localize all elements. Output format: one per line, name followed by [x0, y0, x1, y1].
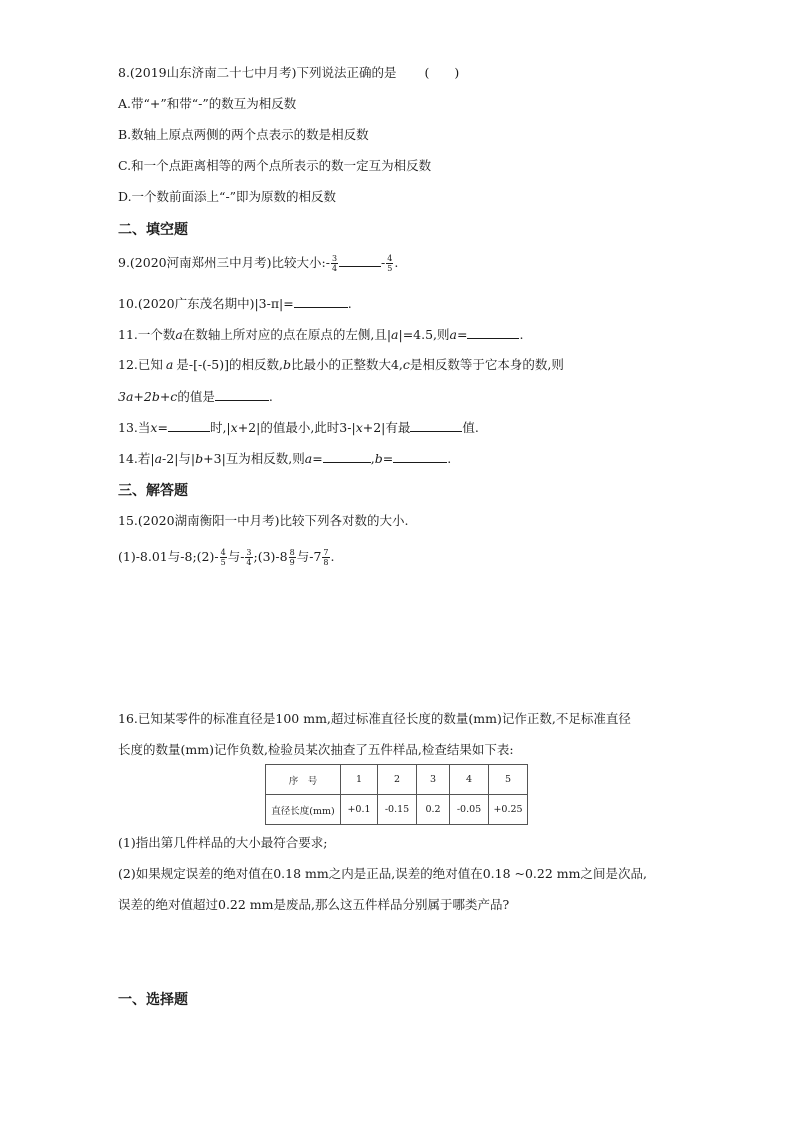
q13-var-x: x — [150, 420, 158, 435]
q15-part-1: (1)-8.01与-8;(2)- — [118, 549, 219, 564]
q13-mid1: 时,| — [209, 420, 231, 435]
q14-var-b-2: b — [374, 451, 383, 466]
q15-fraction-1 — [220, 548, 227, 567]
q15-f3-denominator: 9 — [289, 558, 295, 567]
q15-f2-denominator: 4 — [246, 558, 252, 567]
q9-fraction-2 — [386, 254, 393, 273]
q9-mid: - — [381, 255, 386, 270]
q15-fraction-3 — [289, 548, 296, 567]
q13-end: 值. — [462, 420, 479, 435]
q14-mid1: -2|与| — [162, 451, 196, 466]
q14-line — [118, 450, 451, 467]
table-header-cell: 5 — [489, 765, 528, 795]
q8-stem: 8.(2019山东济南二十七中月考)下列说法正确的是 — [118, 65, 397, 80]
q12-end2: . — [268, 389, 273, 404]
q13-var-x-2: x — [230, 420, 238, 435]
q12-var-b: b — [282, 357, 291, 372]
q12-var-a: a — [165, 357, 174, 372]
q15-part-4: 与-7 — [296, 549, 322, 564]
q14-var-a: a — [154, 451, 163, 466]
table-header-cell: 2 — [378, 765, 417, 795]
q13-mid2: +2|的值最小,此时3-| — [237, 420, 356, 435]
q16-subquestion-2-line-1: (2)如果规定误差的绝对值在0.18 mm之内是正品,误差的绝对值在0.18 ~0.22 mm之间是次品, — [118, 866, 647, 881]
q8-option-d: D.一个数前面添上“-”即为原数的相反数 — [118, 189, 337, 204]
q11-line — [118, 326, 523, 343]
q14-eq: = — [312, 451, 323, 466]
q15-part-2: 与- — [227, 549, 245, 564]
q16-subquestion-1: (1)指出第几件样品的大小最符合要求; — [118, 835, 328, 850]
table-cell: -0.15 — [378, 795, 417, 825]
q14-end: . — [447, 451, 452, 466]
q11-mid: 在数轴上所对应的点在原点的左侧,且| — [182, 327, 392, 342]
q12-end: 是相反数等于它本身的数,则 — [409, 357, 564, 372]
q10-answer-blank[interactable] — [294, 295, 348, 308]
q11-end: . — [519, 327, 524, 342]
q9-answer-blank[interactable] — [339, 254, 381, 267]
q14-answer-blank-b[interactable] — [393, 450, 447, 463]
q9-end: . — [394, 255, 399, 270]
q9-f1-numerator: 3 — [331, 254, 338, 263]
q9-f2-denominator: 5 — [387, 264, 393, 273]
table-cell: -0.05 — [450, 795, 489, 825]
q13-eq: = — [157, 420, 168, 435]
q8-option-b: B.数轴上原点两侧的两个点表示的数是相反数 — [118, 127, 369, 142]
table-cell: +0.1 — [341, 795, 378, 825]
q15-stem: 15.(2020湖南衡阳一中月考)比较下列各对数的大小. — [118, 513, 409, 528]
q14-mid2: +3|互为相反数,则 — [203, 451, 305, 466]
q15-f1-numerator: 4 — [220, 548, 226, 557]
q15-f1-denominator: 5 — [220, 558, 226, 567]
q11-answer-blank[interactable] — [467, 326, 519, 339]
q9-f1-denominator: 4 — [331, 264, 338, 273]
table-cell: 0.2 — [417, 795, 450, 825]
q8-option-a: A.带“+”和带“-”的数互为相反数 — [118, 96, 297, 111]
q15-parts — [118, 548, 334, 567]
table-header-cell: 4 — [450, 765, 489, 795]
q15-f4-denominator: 8 — [323, 558, 329, 567]
q15-f4-numerator: 7 — [323, 548, 329, 557]
section-title-multiple-choice: 一、选择题 — [118, 992, 188, 1008]
q15-f2-numerator: 3 — [246, 548, 252, 557]
section-title-fill-in: 二、填空题 — [118, 222, 188, 238]
q12-line-1 — [118, 357, 564, 373]
q12-line-2 — [118, 388, 273, 405]
q14-var-a-2: a — [304, 451, 313, 466]
table-cell: +0.25 — [489, 795, 528, 825]
q10-line — [118, 295, 352, 312]
q12-mid: 是-[-(-5)]的相反数, — [176, 357, 283, 372]
q15-f3-numerator: 8 — [289, 548, 295, 557]
q9-f2-numerator: 4 — [387, 254, 393, 263]
q16-line-2: 长度的数量(mm)记作负数,检验员某次抽查了五件样品,检查结果如下表: — [118, 742, 514, 757]
q11-var-a-2: a — [391, 327, 399, 342]
q13-answer-blank-1[interactable] — [168, 419, 210, 432]
q8-stem-line — [118, 65, 459, 81]
q10-end: . — [347, 296, 352, 311]
q12-prefix: 12.已知 — [118, 357, 163, 372]
q12-mid2: 比最小的正整数大4, — [290, 357, 403, 372]
q14-answer-blank-a[interactable] — [323, 450, 371, 463]
q16-results-table — [265, 764, 528, 825]
q13-var-x-3: x — [355, 420, 363, 435]
q8-answer-bracket: ( ) — [424, 65, 460, 80]
q9-fraction-1 — [331, 254, 338, 273]
q15-part-3: ;(3)-8 — [253, 549, 288, 564]
q11-var-a: a — [175, 327, 183, 342]
q15-fraction-2 — [245, 548, 252, 567]
q9-prefix: 9.(2020河南郑州三中月考)比较大小:- — [118, 255, 330, 270]
q11-eq: = — [456, 327, 468, 342]
q14-comma: , — [370, 451, 375, 466]
section-title-solutions: 三、解答题 — [118, 483, 188, 499]
q14-prefix: 14.若| — [118, 451, 155, 466]
q9-line — [118, 254, 398, 273]
q14-eq-2: = — [382, 451, 394, 466]
table-row — [266, 795, 528, 825]
q11-mid2: |=4.5,则 — [398, 327, 450, 342]
q16-line-1: 16.已知某零件的标准直径是100 mm,超过标准直径长度的数量(mm)记作正数,不足标准直径 — [118, 711, 631, 726]
q12-answer-blank[interactable] — [215, 388, 269, 401]
table-header-cell: 3 — [417, 765, 450, 795]
q15-fraction-4 — [322, 548, 329, 567]
q12-mid3: 的值是 — [177, 389, 215, 404]
table-cell: 直径长度(mm) — [266, 795, 341, 825]
q12-expression: 3a+2b+c — [118, 389, 178, 404]
q11-var-a-3: a — [449, 327, 457, 342]
table-header-cell: 1 — [341, 765, 378, 795]
q13-line — [118, 419, 479, 436]
q16-subquestion-2-line-2: 误差的绝对值超过0.22 mm是废品,那么这五件样品分别属于哪类产品? — [118, 897, 510, 912]
q13-mid3: +2|有最 — [362, 420, 411, 435]
q11-prefix: 11.一个数 — [118, 327, 176, 342]
table-header-row — [266, 765, 528, 795]
q13-answer-blank-2[interactable] — [410, 419, 462, 432]
q8-option-c: C.和一个点距离相等的两个点所表示的数一定互为相反数 — [118, 158, 432, 173]
q10-prefix: 10.(2020广东茂名期中)|3-π|= — [118, 296, 294, 311]
q15-part-5: . — [330, 549, 335, 564]
q13-prefix: 13.当 — [118, 420, 151, 435]
table-header-cell: 序 号 — [266, 765, 341, 795]
q12-var-c: c — [402, 357, 410, 372]
q14-var-b: b — [195, 451, 204, 466]
